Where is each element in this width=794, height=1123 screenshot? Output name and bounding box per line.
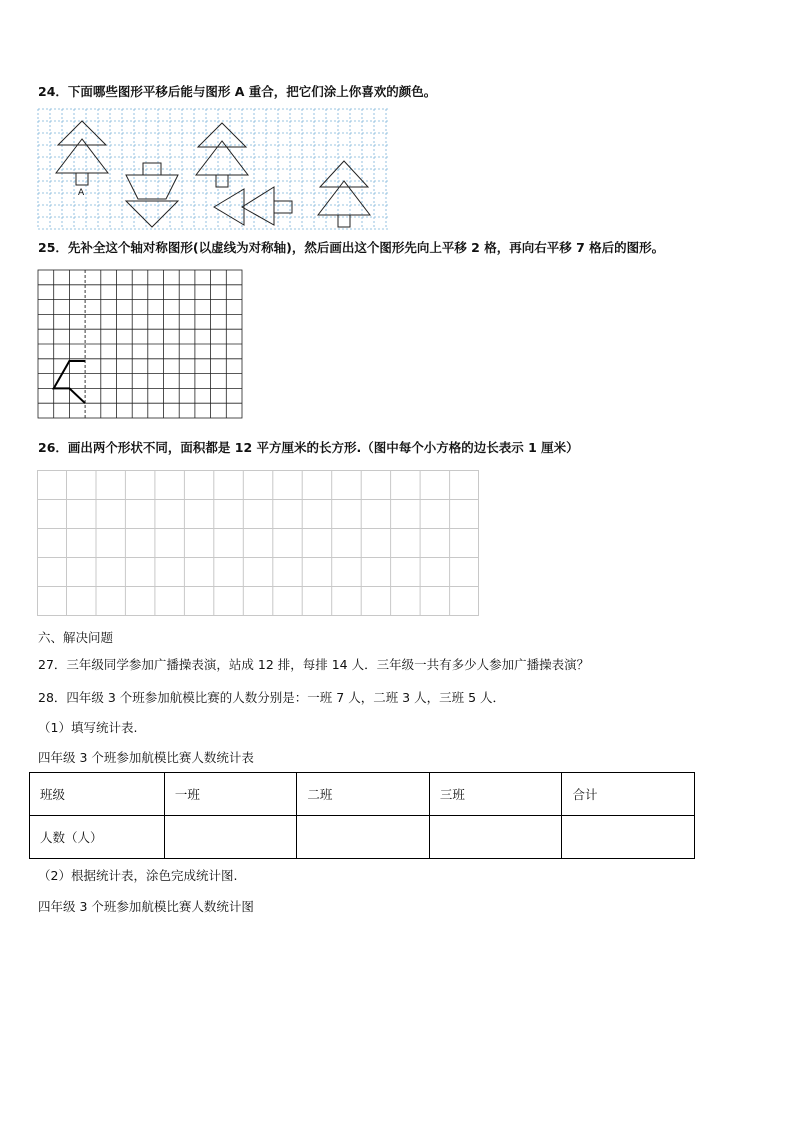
header-class-3: 三班 <box>429 773 562 816</box>
header-class-2: 二班 <box>297 773 430 816</box>
tree-figure-a <box>56 121 108 185</box>
cell-blank[interactable] <box>297 816 430 859</box>
chart-title: 四年级 3 个班参加航模比赛人数统计图 <box>38 899 254 914</box>
cell-blank[interactable] <box>562 816 695 859</box>
q26-square-grid <box>37 470 481 618</box>
q25-text: 25．先补全这个轴对称图形(以虚线为对称轴)，然后画出这个图形先向上平移 2 格，再向右平移 7 格后的图形。 <box>38 240 665 255</box>
figure-a-label: A <box>78 188 85 198</box>
q27-text: 27．三年级同学参加广播操表演，站成 12 排，每排 14 人．三年级一共有多少人参加广播操表演？ <box>38 657 590 672</box>
table-count-row <box>30 816 695 859</box>
header-class: 班级 <box>30 773 165 816</box>
statistics-table <box>29 772 695 859</box>
q28-sub1: （1）填写统计表. <box>38 720 138 735</box>
q26-text: 26．画出两个形状不同，面积都是 12 平方厘米的长方形.（图中每个小方格的边长表示 1 厘米） <box>38 440 579 455</box>
rotated-tree-figure <box>214 187 292 225</box>
section-title: 六、解决问题 <box>38 630 114 645</box>
cell-blank[interactable] <box>164 816 297 859</box>
q25-symmetry-grid <box>38 270 244 420</box>
row-label: 人数（人） <box>30 816 165 859</box>
table-header-row <box>30 773 695 816</box>
table-title: 四年级 3 个班参加航模比赛人数统计表 <box>38 750 254 765</box>
header-class-1: 一班 <box>164 773 297 816</box>
header-total: 合计 <box>562 773 695 816</box>
cell-blank[interactable] <box>429 816 562 859</box>
q28-text: 28．四年级 3 个班参加航模比赛的人数分别是：一班 7 人，二班 3 人，三班 5 人． <box>38 690 506 705</box>
q24-text: 24．下面哪些图形平移后能与图形 A 重合，把它们涂上你喜欢的颜色。 <box>38 84 437 99</box>
q24-translation-grid <box>38 109 390 230</box>
q28-sub2: （2）根据统计表，涂色完成统计图. <box>38 868 238 883</box>
